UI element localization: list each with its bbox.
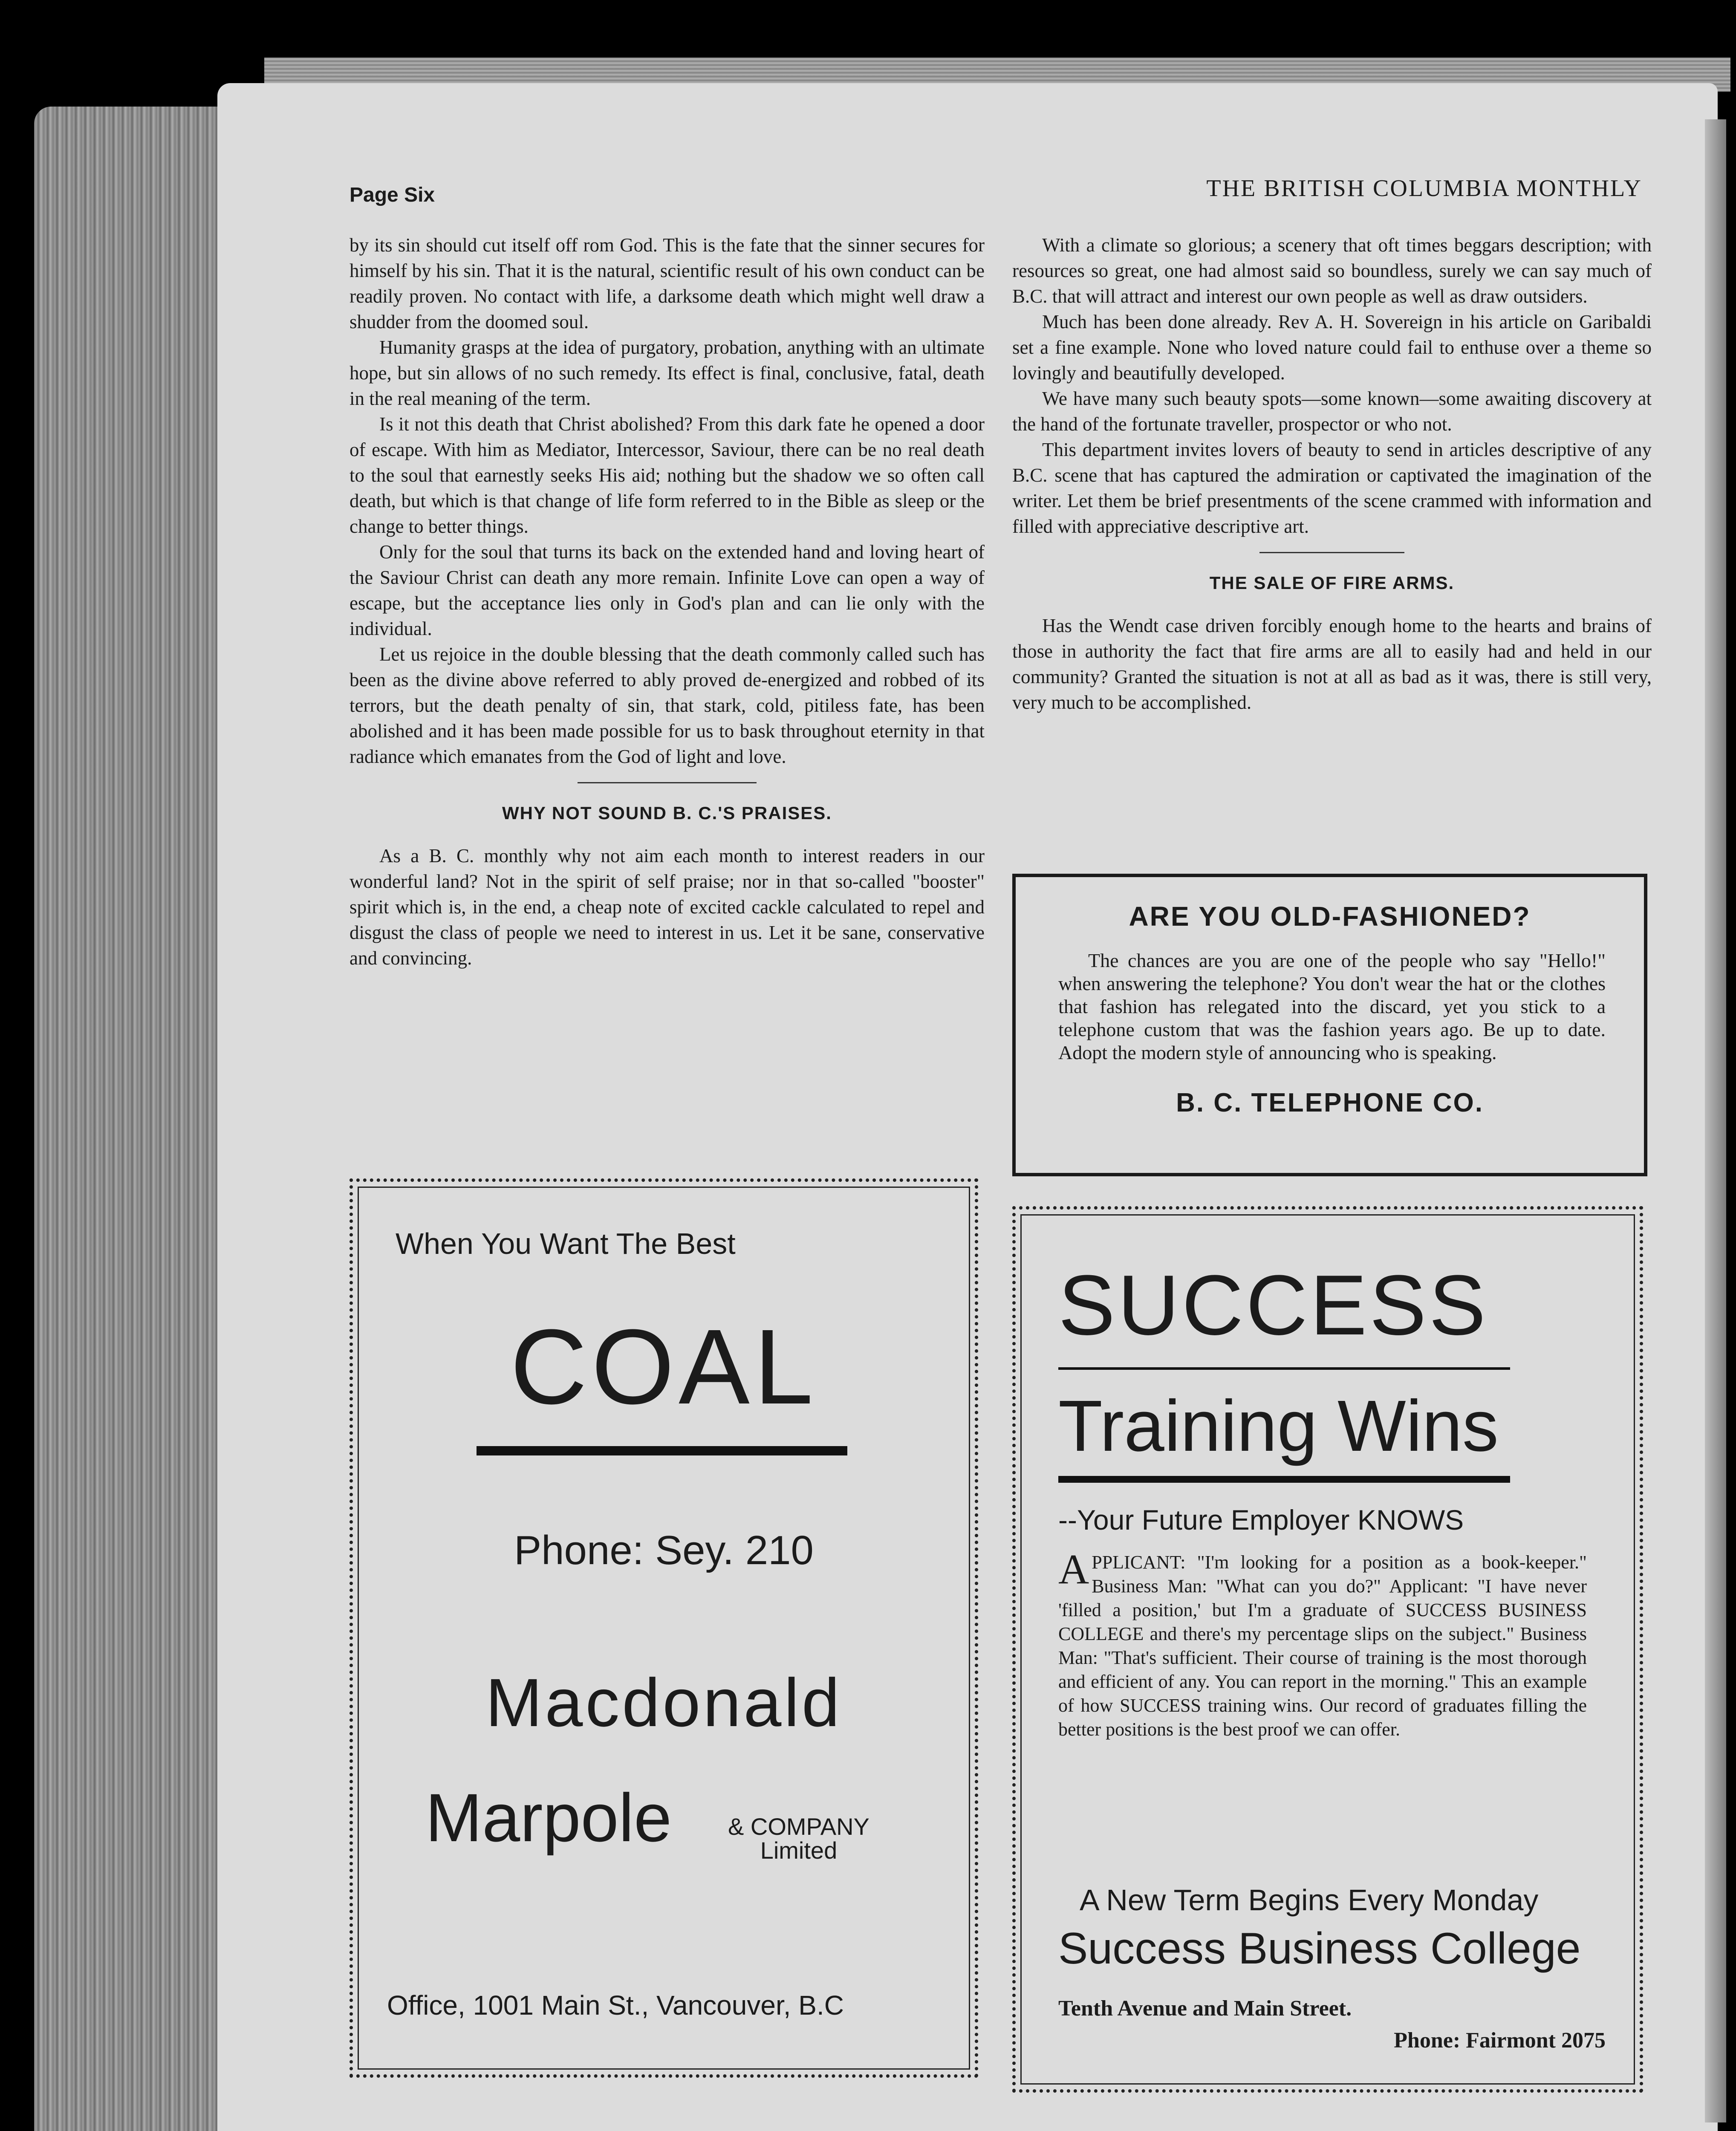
ad-rule <box>1058 1367 1510 1370</box>
ad-phone: Phone: Sey. 210 <box>514 1528 814 1573</box>
company-suffix <box>728 1815 869 1862</box>
section-heading: WHY NOT SOUND B. C.'S PRAISES. <box>502 803 832 823</box>
ad-body <box>1058 1545 1587 1741</box>
article-paragraph: by its sin should cut itself off rom God. This is the fate that the sinner secures for himself by his sin. That it is the natural, scientific result of his own conduct can be readily proven. No contact with life, a darksome death which might well draw a shudder from the doomed soul. <box>350 234 985 332</box>
college-advertisement <box>1012 1206 1643 2093</box>
article-paragraph: As a B. C. monthly why not aim each month to interest readers in our wonderful land? Not in the spirit of self praise; nor in that so-called "booster" spirit which is, in the end, a cheap note of excited cackle calculated to repel and disgust the class of people we need to interest in us. Let it be sane, conservative and convincing. <box>350 845 985 969</box>
ad-body: The chances are you are one of the people who say "Hello!" when answering the telephone? You don't wear the hat or the clothes that fashion has relegated into the discard, yet you stick to a telephone custom that was the fashion years ago. Be up to date. Adopt the modern style of announcing who is speaking. <box>1058 950 1606 1063</box>
ad-office-address: Office, 1001 Main St., Vancouver, B.C <box>387 1990 844 2021</box>
section-heading: THE SALE OF FIRE ARMS. <box>1209 573 1455 593</box>
article-paragraph: This department invites lovers of beauty to send in articles descriptive of any B.C. scene that has captured the admiration or captivated the imagination of the writer. Let them be brief presentments of the scene crammed with information and filled with appreciative descriptive art. <box>1012 439 1652 537</box>
coal-advertisement <box>350 1178 978 2078</box>
company-name-line2: Marpole <box>425 1779 672 1856</box>
right-column <box>1012 232 1652 715</box>
article-paragraph: Is it not this death that Christ abolished? From this dark fate he opened a door of escape. With him as Mediator, Intercessor, Saviour, there can be no real death to the soul that earnestly seeks His aid; nothing but the shadow we so often call death, but which is that change of life form referred to in the Bible as sleep or the change to better things. <box>350 413 985 537</box>
telephone-advertisement <box>1012 874 1647 1176</box>
magazine-title: THE BRITISH COLUMBIA MONTHLY <box>1206 175 1642 202</box>
book-page-stack <box>34 107 226 2131</box>
section-divider <box>578 782 757 783</box>
page-number-label: Page Six <box>350 184 435 206</box>
article-paragraph: With a climate so glorious; a scenery that oft times beggars description; with resources so great, one had almost said so boundless, surely we can say much of B.C. that will attract and interest our own people as well as draw outsiders. <box>1012 234 1652 307</box>
section-divider <box>1259 552 1404 553</box>
ad-subheadline: Training Wins <box>1058 1386 1499 1467</box>
ad-phone: Phone: Fairmont 2075 <box>1394 2028 1606 2053</box>
ad-title: ARE YOU OLD-FASHIONED? <box>1129 901 1531 932</box>
ad-product: COAL <box>510 1307 817 1426</box>
ad-body-text: PPLICANT: "I'm looking for a position as a book-keeper." Business Man: "What can you do?" Applicant: "I have never 'filled a position,' but I'm a graduate of SUCCESS BUSINESS COLLEGE and there's my percentage slips on the subject." Business Man: "That's sufficient. Their course of training is the most thorough and efficient of any. You can report in the morning." This an example of how SUCCESS training wins. Our record of graduates filling the better positions is the best proof we can offer. <box>1058 1552 1587 1740</box>
company-name-line1: Macdonald <box>485 1664 842 1741</box>
ad-rule <box>1058 1476 1510 1483</box>
book-right-edge <box>1705 119 1726 2122</box>
drop-cap: A <box>1058 1545 1089 1593</box>
article-paragraph: Only for the soul that turns its back on the extended hand and loving heart of the Saviour Christ can death any more remain. Infinite Love can open a way of escape, but the acceptance lies only in God's plan and can lie only with the individual. <box>350 541 985 639</box>
article-paragraph: Much has been done already. Rev A. H. Sovereign in his article on Garibaldi set a fine example. None who loved nature could fail to enthuse over a theme so lovingly and beautifully developed. <box>1012 311 1652 384</box>
ad-term-notice: A New Term Begins Every Monday <box>1080 1883 1539 1917</box>
article-paragraph: Has the Wendt case driven forcibly enough home to the hearts and brains of those in authority the fact that fire arms are all to easily had and held in our community? Granted the situation is not at all as bad as it was, there is still very, very much to be accomplished. <box>1012 615 1652 713</box>
ad-underline <box>477 1446 847 1455</box>
article-paragraph: Humanity grasps at the idea of purgatory, probation, anything with an ultimate hope, but sin allows of no such remedy. Its effect is final, conclusive, fatal, death in the real meaning of the term. <box>350 337 985 409</box>
ad-college-name: Success Business College <box>1058 1924 1581 1973</box>
ad-tagline: --Your Future Employer KNOWS <box>1058 1504 1464 1536</box>
ad-address: Tenth Avenue and Main Street. <box>1058 1996 1352 2021</box>
left-column <box>350 232 985 971</box>
company-suffix-line1: & COMPANY <box>728 1813 869 1840</box>
company-suffix-line2: Limited <box>760 1837 838 1864</box>
ad-headline: SUCCESS <box>1058 1258 1488 1353</box>
ad-signature: B. C. TELEPHONE CO. <box>1176 1088 1484 1117</box>
article-paragraph: Let us rejoice in the double blessing that the death commonly called such has been as the divine above referred to ably proved de-energized and robbed of its terrors, but the death penalty of sin, that stark, cold, pitiless fate, has been abolished and it has been made possible for us to bask throughout eternity in that radiance which emanates from the God of light and love. <box>350 644 985 767</box>
article-paragraph: We have many such beauty spots—some known—some awaiting discovery at the hand of the fortunate traveller, prospector or who not. <box>1012 388 1652 435</box>
ad-tagline: When You Want The Best <box>396 1227 736 1260</box>
